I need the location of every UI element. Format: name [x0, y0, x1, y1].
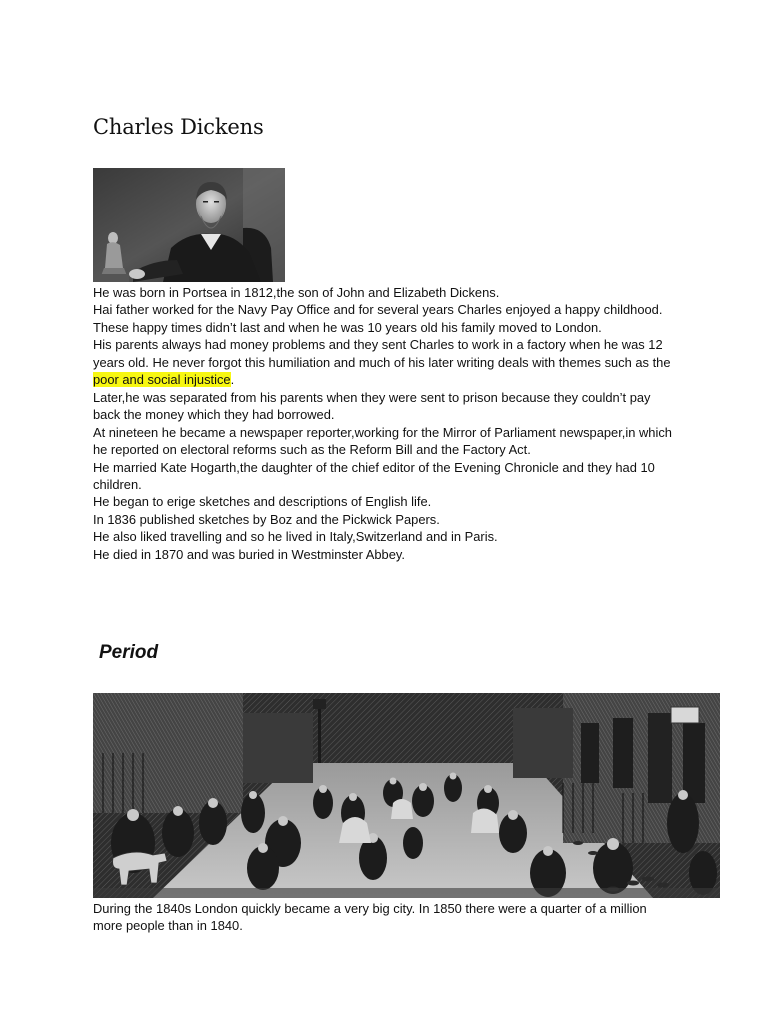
dickens-portrait-photo — [93, 168, 285, 282]
bio-line: He also liked travelling and so he lived in Italy,Switzerland and in Paris. — [93, 529, 498, 545]
bio-line: He married Kate Hogarth,the daughter of the chief editor of the Evening Chronicle and they had 10 children. — [93, 459, 655, 492]
bio-line: At nineteen he became a newspaper reporter,working for the Mirror of Parliament newspaper,in which he reported on electoral reforms such as the Reform Bill and the Factory Act. — [93, 424, 672, 458]
section-heading-period: Period — [99, 642, 159, 663]
engraving-image — [93, 693, 720, 898]
bio-line: He was born in Portsea in 1812,the son of John and Elizabeth Dickens. — [93, 285, 500, 300]
bio-line — [93, 336, 678, 388]
bio-line: Later,he was separated from his parents when they were sent to prison because they couldn’t pay back the money which they had borrowed. — [93, 389, 651, 423]
page-title: Charles Dickens — [93, 115, 264, 139]
bio-line: Hai father worked for the Navy Pay Office and for several years Charles enjoyed a happy childhood. — [93, 302, 663, 318]
london-street-engraving — [93, 693, 720, 898]
bio-line: These happy times didn’t last and when he was 10 years old his family moved to London. — [93, 319, 602, 335]
period-caption: During the 1840s London quickly became a very big city. In 1850 there were a quarter of a million more people than in 1840. — [93, 901, 647, 934]
bio-line: He died in 1870 and was buried in Westminster Abbey. — [93, 546, 405, 562]
bio-text: . — [230, 372, 235, 388]
bio-text: His parents always had money problems and they sent Charles to work in a factory when he was 12 years old. He never forgot this humiliation and much of his later writing deals with themes such as the — [93, 337, 671, 370]
highlighted-phrase: poor and social injustice — [93, 372, 231, 388]
bio-line: In 1836 published sketches by Boz and the Pickwick Papers. — [93, 511, 440, 527]
biography-text — [93, 284, 678, 563]
portrait-image — [93, 168, 285, 282]
bio-line: He began to erige sketches and descriptions of English life. — [93, 494, 432, 510]
